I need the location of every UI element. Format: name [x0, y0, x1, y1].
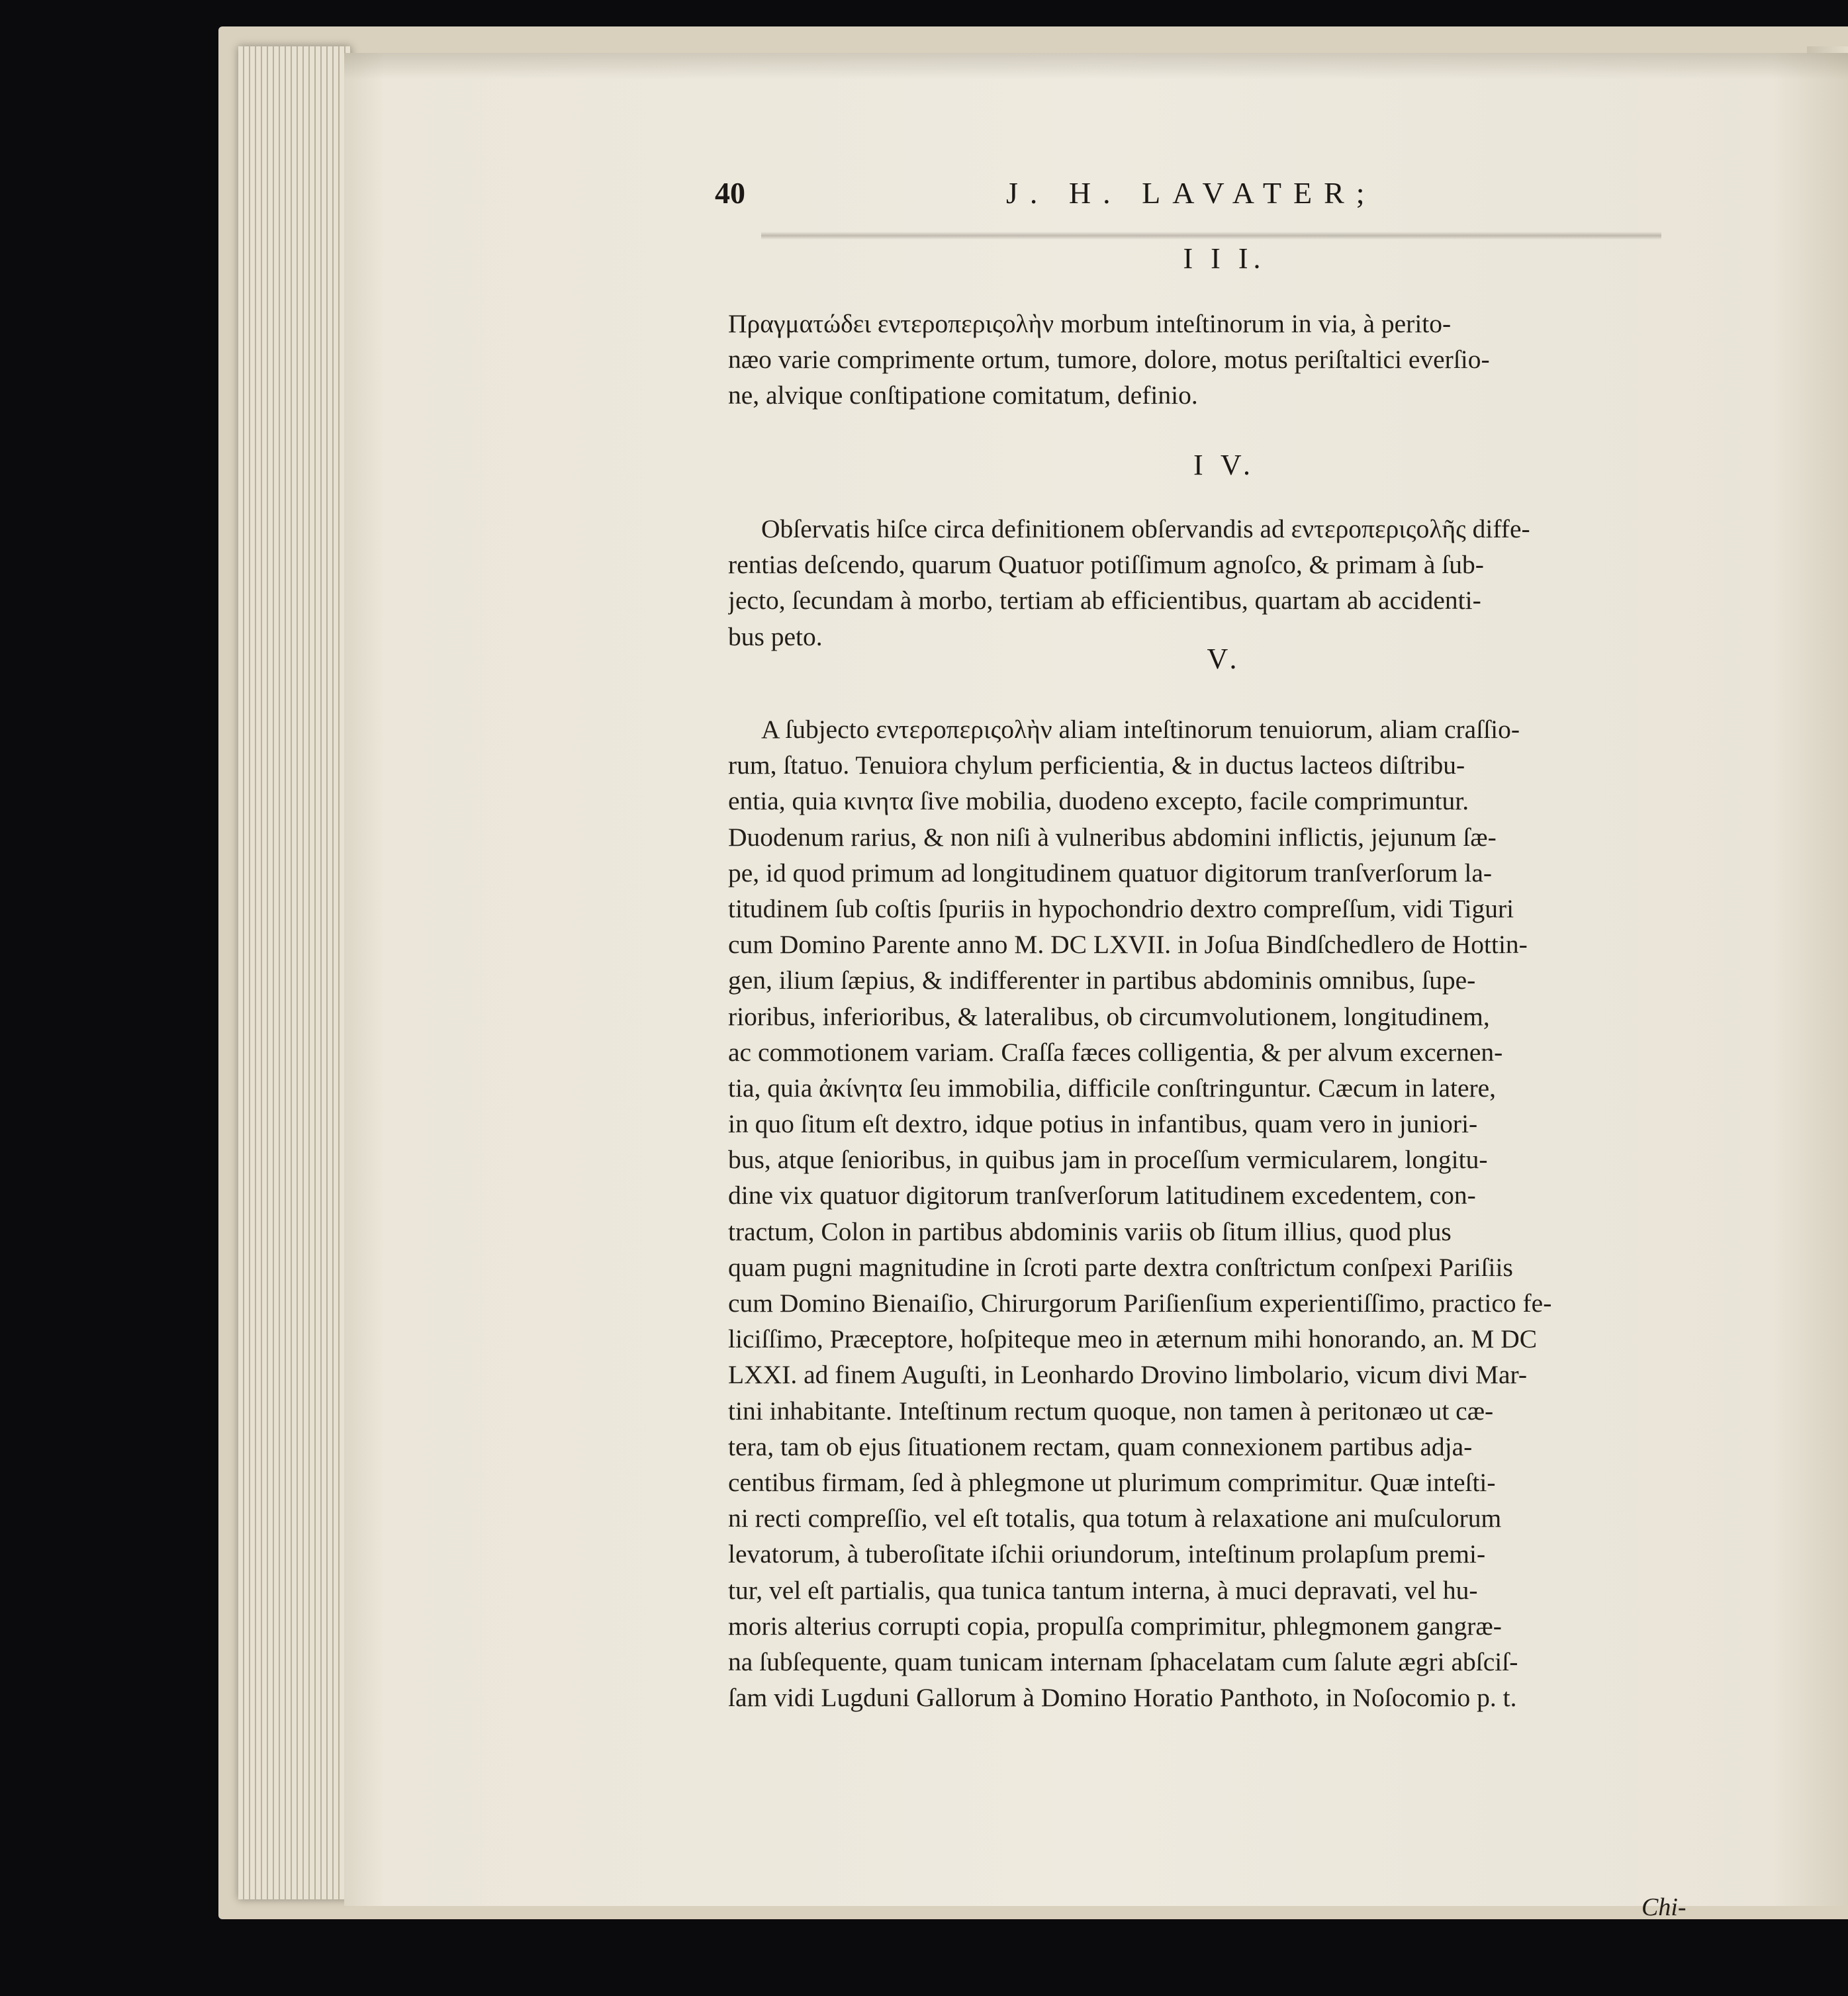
text-line: næo varie comprimente ortum, tumore, dolore, motus periſtaltici everſio-: [728, 345, 1490, 375]
text-line: cum Domino Bienaiſio, Chirurgorum Pariſienſium experientiſſimo, practico fe-: [728, 1289, 1552, 1318]
text-line: titudinem ſub coſtis ſpuriis in hypochondrio dextro compreſſum, vidi Tiguri: [728, 893, 1514, 923]
text-line: Πραγματώδει εντεροπεριςολὴν morbum inteſtinorum in via, à perito-: [728, 309, 1452, 338]
text-line: tini inhabitante. Inteſtinum rectum quoque, non tamen à peritonæo ut cæ-: [728, 1396, 1494, 1426]
text-line: na ſubſequente, quam tunicam internam ſphacelatam cum ſalute ægri abſciſ-: [728, 1647, 1518, 1676]
text-line: dine vix quatuor digitorum tranſverſorum latitudinem excedentem, con-: [728, 1181, 1476, 1210]
text-line: levatorum, à tuberoſitate iſchii oriundorum, inteſtinum prolapſum premi-: [728, 1539, 1486, 1569]
text-line: bus peto.: [728, 621, 823, 651]
page-top-shadow: [344, 53, 1848, 79]
section-number-3: I I I.: [1183, 242, 1266, 275]
text-line: gen, ilium ſæpius, & indifferenter in partibus abdominis omnibus, ſupe-: [728, 966, 1476, 995]
text-line: rioribus, inferioribus, & lateralibus, ob circumvolutionem, longitudinem,: [728, 1001, 1490, 1031]
text-line: Duodenum rarius, & non niſi à vulneribus abdomini inflictis, jejunum ſæ-: [728, 822, 1497, 852]
page-number: 40: [715, 176, 745, 210]
text-line: moris alterius corrupti copia, propulſa comprimitur, phlegmonem gangræ-: [728, 1611, 1502, 1641]
text-line: entia, quia κινητα ſive mobilia, duodeno excepto, facile comprimuntur.: [728, 786, 1469, 816]
text-line: ſam vidi Lugduni Gallorum à Domino Horatio Panthoto, in Noſocomio p. t.: [728, 1683, 1517, 1713]
text-line: Obſervatis hiſce circa definitionem obſervandis ad εντεροπεριςολῆς diffe-: [761, 514, 1530, 543]
text-line: rum, ſtatuo. Tenuiora chylum perficientia, & in ductus lacteos diſtribu-: [728, 750, 1465, 780]
section-number-5: V.: [1207, 643, 1242, 675]
text-line: bus, atque ſenioribus, in quibus jam in proceſſum vermicularem, longitu-: [728, 1145, 1488, 1175]
running-title: J. H. LAVATER;: [1006, 176, 1377, 210]
paragraph-section-4: [728, 511, 1708, 655]
text-line: tera, tam ob ejus ſituationem rectam, quam connexionem partibus adja-: [728, 1431, 1473, 1461]
text-line: tia, quia ἀκίνητα ſeu immobilia, difficile conſtringuntur. Cæcum in latere,: [728, 1073, 1497, 1103]
text-line: centibus firmam, ſed à phlegmone ut plurimum comprimitur. Quæ inteſti-: [728, 1467, 1496, 1497]
text-line: jecto, ſecundam à morbo, tertiam ab efficientibus, quartam ab accidenti-: [728, 586, 1481, 615]
paragraph-section-3: [728, 306, 1708, 414]
catchword: Chi-: [1641, 1893, 1686, 1921]
section-number-4: I V.: [1193, 449, 1256, 481]
text-line: A ſubjecto εντεροπεριςολὴν aliam inteſtinorum tenuiorum, aliam craſſio-: [761, 715, 1520, 744]
running-head: [715, 169, 1708, 215]
text-line: tur, vel eſt partialis, qua tunica tantum interna, à muci depravati, vel hu-: [728, 1575, 1478, 1605]
text-line: pe, id quod primum ad longitudinem quatuor digitorum tranſverſorum la-: [728, 858, 1493, 887]
text-line: quam pugni magnitudine in ſcroti parte dextra conſtrictum conſpexi Pariſiis: [728, 1252, 1513, 1282]
text-line: LXXI. ad finem Auguſti, in Leonhardo Drovino limbolario, vicum divi Mar-: [728, 1360, 1528, 1390]
text-line: ne, alvique conſtipatione comitatum, definio.: [728, 381, 1198, 410]
text-line: cum Domino Parente anno M. DC LXVII. in Joſua Bindſchedlero de Hottin-: [728, 930, 1528, 960]
text-line: rentias deſcendo, quarum Quatuor potiſſimum agnoſco, & primam à ſub-: [728, 550, 1484, 580]
text-line: in quo ſitum eſt dextro, idque potius in infantibus, quam vero in juniori-: [728, 1109, 1478, 1139]
paragraph-section-5: [728, 711, 1708, 1715]
text-line: tractum, Colon in partibus abdominis variis ob ſitum illius, quod plus: [728, 1216, 1452, 1246]
page-edges: [238, 46, 351, 1899]
text-line: ni recti compreſſio, vel eſt totalis, qua totum à relaxatione ani muſculorum: [728, 1504, 1502, 1533]
head-rule: [761, 232, 1661, 240]
text-line: ac commotionem variam. Craſſa fæces colligentia, & per alvum excernen-: [728, 1037, 1503, 1067]
text-line: liciſſimo, Præceptore, hoſpiteque meo in æternum mihi honorando, an. M DC: [728, 1324, 1538, 1354]
